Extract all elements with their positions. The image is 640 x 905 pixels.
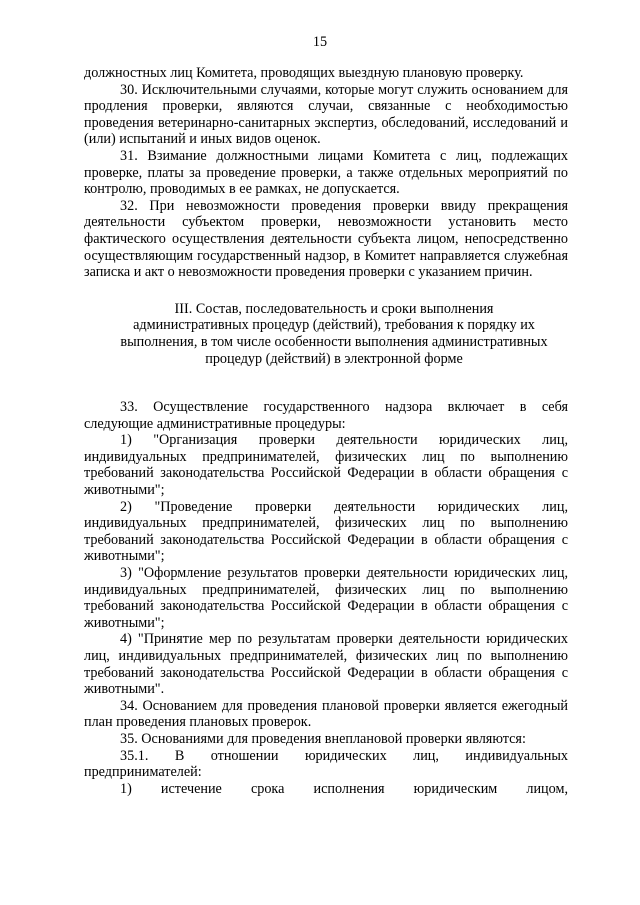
paragraph-35-1-item-1: 1) истечение срока исполнения юридическим лицом, [120,780,568,797]
section-heading-line: III. Состав, последовательность и сроки выполнения [174,300,494,317]
paragraph-34: 34. Основанием для проведения плановой проверки является ежегодный план проведения плановых проверок. [84,697,568,731]
section-heading-line: выполнения, в том числе особенности выполнения административных [120,333,548,350]
section-heading-line: административных процедур (действий), требования к порядку их [133,317,535,334]
section-heading [84,301,568,367]
paragraph-32: 32. При невозможности проведения проверки ввиду прекращения деятельности субъектом проверки, невозможности установить место фактического осуществления деятельности субъекта лицом, непосредственно осуществляющим государственный надзор, в Комитет направляется служебная записка и акт о невозможности проведения проверки с указанием причин. [84,197,568,281]
list-item-3: 3) "Оформление результатов проверки деятельности юридических лиц, индивидуальных предпринимателей, физических лиц по выполнению требований законодательства Российской Федерации в области обращения с животными"; [84,565,568,631]
list-item-4: 4) "Принятие мер по результатам проверки деятельности юридических лиц, индивидуальных предпринимателей, физических лиц по выполнению требований законодательства Российской Федерации в области обращения с животными". [84,631,568,698]
document-body [84,65,568,797]
list-item-2: 2) "Проведение проверки деятельности юридических лиц, индивидуальных предпринимателей, физических лиц по выполнению требований законодательства Российской Федерации в области обращения с животными"; [84,498,568,565]
paragraph-35-1: 35.1. В отношении юридических лиц, индивидуальных предпринимателей: [84,747,568,781]
paragraph-35: 35. Основаниями для проведения внеплановой проверки являются: [120,730,526,747]
paragraph-continuation: должностных лиц Комитета, проводящих выездную плановую проверку. [84,65,524,81]
section-heading-line: процедур (действий) в электронной форме [205,350,463,367]
paragraph-30: 30. Исключительными случаями, которые могут служить основанием для продления проверки, являются случаи, связанные с необходимостью проведения ветеринарно-санитарных экспертиз, обследований, исследований и (или) испытаний и иных видов оценок. [84,81,568,148]
page-number: 15 [312,34,328,50]
paragraph-31: 31. Взимание должностными лицами Комитета с лиц, подлежащих проверке, платы за проведение проверки, а также отдельных мероприятий по контролю, проводимых в ее рамках, не допускается. [84,147,568,198]
list-item-1: 1) "Организация проверки деятельности юридических лиц, индивидуальных предпринимателей, физических лиц по выполнению требований законодательства Российской Федерации в области обращения с животными"; [84,432,568,499]
paragraph-33: 33. Осуществление государственного надзора включает в себя следующие административные процедуры: [84,399,568,432]
